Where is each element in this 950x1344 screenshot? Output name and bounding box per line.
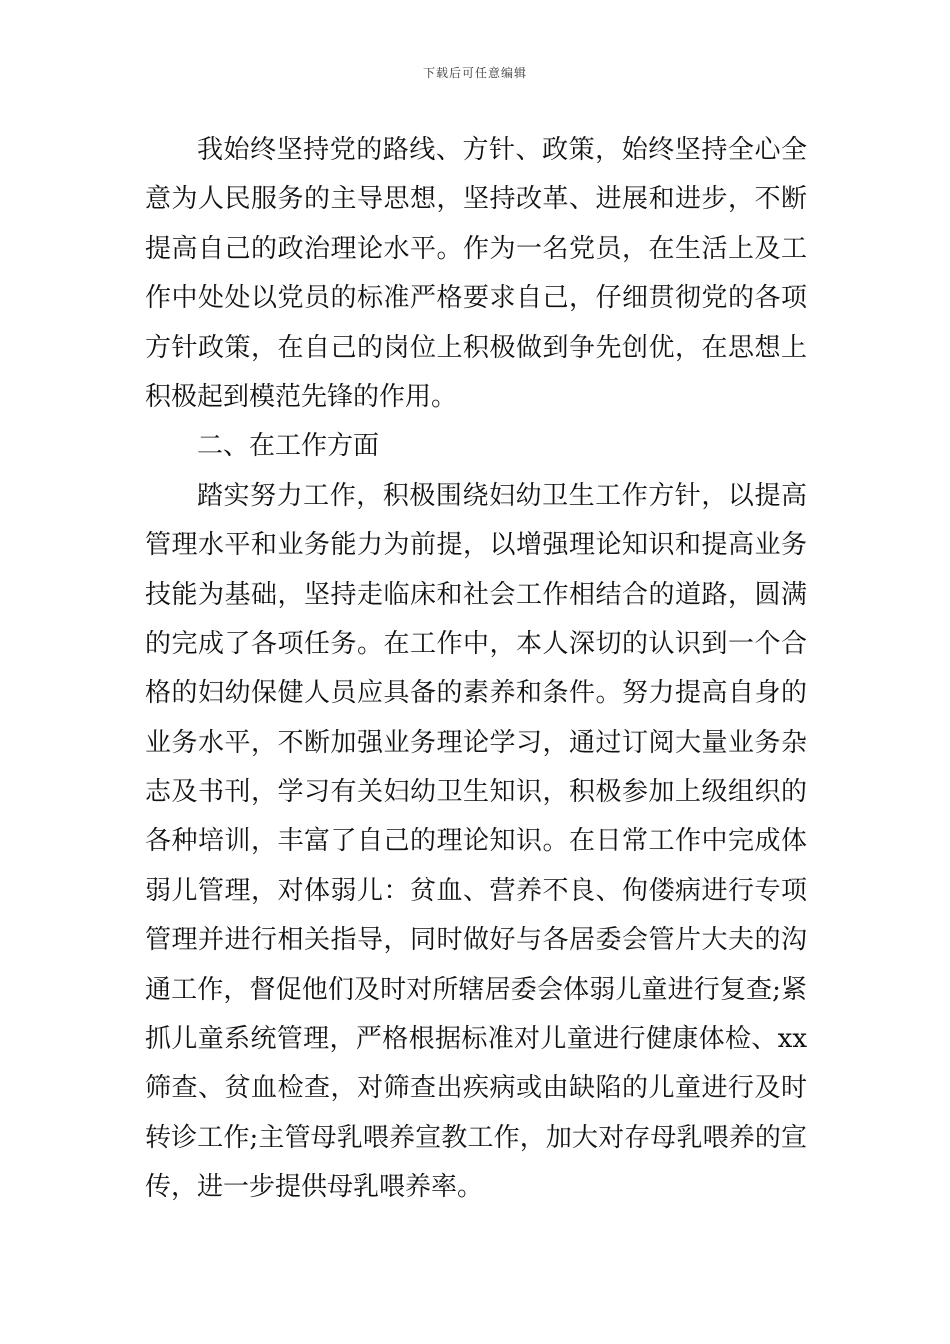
text-line: 提高自己的政治理论水平。作为一名党员，在生活上及工 [145,233,807,264]
text-line: 管理并进行相关指导，同时做好与各居委会管片大夫的沟 [145,925,807,956]
text-line: 志及书刊，学习有关妇幼卫生知识，积极参加上级组织的 [145,777,807,808]
text-line: 筛查、贫血检查，对筛查出疾病或由缺陷的儿童进行及时 [145,1073,807,1104]
text-line: 转诊工作;主管母乳喂养宣教工作，加大对存母乳喂养的宣 [145,1122,807,1153]
text-line: 意为人民服务的主导思想，坚持改革、进展和进步，不断 [145,184,807,215]
document-body [145,126,807,1213]
text-line: 管理水平和业务能力为前提，以增强理论知识和提高业务 [145,530,807,561]
text-line: 二、在工作方面 [197,431,380,462]
text-line: 各种培训，丰富了自己的理论知识。在日常工作中完成体 [145,826,807,857]
text-line: 踏实努力工作，积极围绕妇幼卫生工作方针，以提高 [197,480,807,511]
text-line: 积极起到模范先锋的作用。 [145,381,458,412]
page-header: 下载后可任意编辑 [422,66,527,80]
text-line: 业务水平，不断加强业务理论学习，通过订阅大量业务杂 [145,727,807,758]
text-line: 方针政策，在自己的岗位上积极做到争先创优，在思想上 [145,332,807,363]
text-line: 通工作，督促他们及时对所辖居委会体弱儿童进行复查;紧 [145,974,807,1005]
text-line: 弱儿管理，对体弱儿：贫血、营养不良、佝偻病进行专项 [145,875,807,906]
text-line: 抓儿童系统管理，严格根据标准对儿童进行健康体检、xx [145,1024,807,1055]
text-line: 技能为基础，坚持走临床和社会工作相结合的道路，圆满 [145,579,807,610]
text-line: 作中处处以党员的标准严格要求自己，仔细贯彻党的各项 [145,283,807,314]
text-line: 格的妇幼保健人员应具备的素养和条件。努力提高自身的 [145,678,807,709]
text-line: 的完成了各项任务。在工作中，本人深切的认识到一个合 [145,628,807,659]
text-line: 传，进一步提供母乳喂养率。 [145,1172,484,1203]
text-line: 我始终坚持党的路线、方针、政策，始终坚持全心全 [197,135,807,165]
